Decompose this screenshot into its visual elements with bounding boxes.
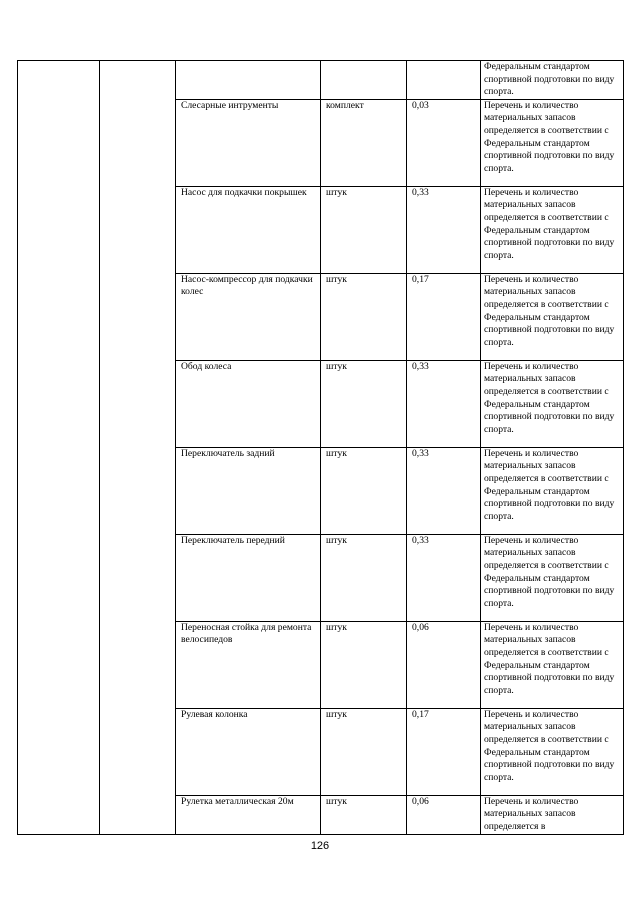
cell-item-name: Насос-компрессор для подкачки колес bbox=[176, 273, 321, 360]
cell-unit: штук bbox=[321, 708, 407, 795]
cell-item-name bbox=[176, 61, 321, 100]
cell-item-name: Рулетка металлическая 20м bbox=[176, 795, 321, 834]
cell-note: Перечень и количество материальных запасов определяется в соответствии с Федеральным стандартом спортивной подготовки по виду спорта. bbox=[481, 447, 624, 534]
merged-cell-section bbox=[18, 61, 100, 835]
cell-note: Перечень и количество материальных запасов определяется в соответствии с Федеральным стандартом спортивной подготовки по виду спорта. bbox=[481, 99, 624, 186]
equipment-table bbox=[17, 60, 624, 835]
cell-item-name: Слесарные интрументы bbox=[176, 99, 321, 186]
cell-item-name: Переключатель передний bbox=[176, 534, 321, 621]
table-row bbox=[18, 61, 624, 100]
cell-quantity: 0,17 bbox=[407, 708, 481, 795]
cell-unit: штук bbox=[321, 186, 407, 273]
cell-item-name: Обод колеса bbox=[176, 360, 321, 447]
cell-quantity: 0,33 bbox=[407, 534, 481, 621]
cell-note: Перечень и количество материальных запасов определяется в соответствии с Федеральным стандартом спортивной подготовки по виду спорта. bbox=[481, 186, 624, 273]
cell-item-name: Насос для подкачки покрышек bbox=[176, 186, 321, 273]
cell-unit: штук bbox=[321, 273, 407, 360]
cell-item-name: Переключатель задний bbox=[176, 447, 321, 534]
cell-note: Перечень и количество материальных запасов определяется в соответствии с Федеральным стандартом спортивной подготовки по виду спорта. bbox=[481, 621, 624, 708]
cell-item-name: Рулевая колонка bbox=[176, 708, 321, 795]
cell-unit: комплект bbox=[321, 99, 407, 186]
cell-unit: штук bbox=[321, 795, 407, 834]
cell-unit bbox=[321, 61, 407, 100]
cell-note: Перечень и количество материальных запасов определяется в соответствии с Федеральным стандартом спортивной подготовки по виду спорта. bbox=[481, 708, 624, 795]
cell-quantity: 0,33 bbox=[407, 186, 481, 273]
cell-note: Перечень и количество материальных запасов определяется в соответствии с Федеральным стандартом спортивной подготовки по виду спорта. bbox=[481, 360, 624, 447]
cell-quantity bbox=[407, 61, 481, 100]
table-body bbox=[18, 61, 624, 835]
cell-quantity: 0,06 bbox=[407, 621, 481, 708]
cell-item-name: Переносная стойка для ремонта велосипедов bbox=[176, 621, 321, 708]
cell-note: Федеральным стандартом спортивной подготовки по виду спорта. bbox=[481, 61, 624, 100]
cell-unit: штук bbox=[321, 447, 407, 534]
cell-note: Перечень и количество материальных запасов определяется в соответствии с Федеральным стандартом спортивной подготовки по виду спорта. bbox=[481, 273, 624, 360]
cell-unit: штук bbox=[321, 534, 407, 621]
merged-cell-program bbox=[100, 61, 176, 835]
page-number: 126 bbox=[310, 840, 330, 852]
cell-note: Перечень и количество материальных запасов определяется в соответствии с Федеральным стандартом спортивной подготовки по виду спорта. bbox=[481, 534, 624, 621]
cell-quantity: 0,33 bbox=[407, 447, 481, 534]
cell-unit: штук bbox=[321, 360, 407, 447]
cell-quantity: 0,17 bbox=[407, 273, 481, 360]
cell-quantity: 0,03 bbox=[407, 99, 481, 186]
cell-quantity: 0,33 bbox=[407, 360, 481, 447]
cell-unit: штук bbox=[321, 621, 407, 708]
cell-note: Перечень и количество материальных запасов определяется в bbox=[481, 795, 624, 834]
cell-quantity: 0,06 bbox=[407, 795, 481, 834]
